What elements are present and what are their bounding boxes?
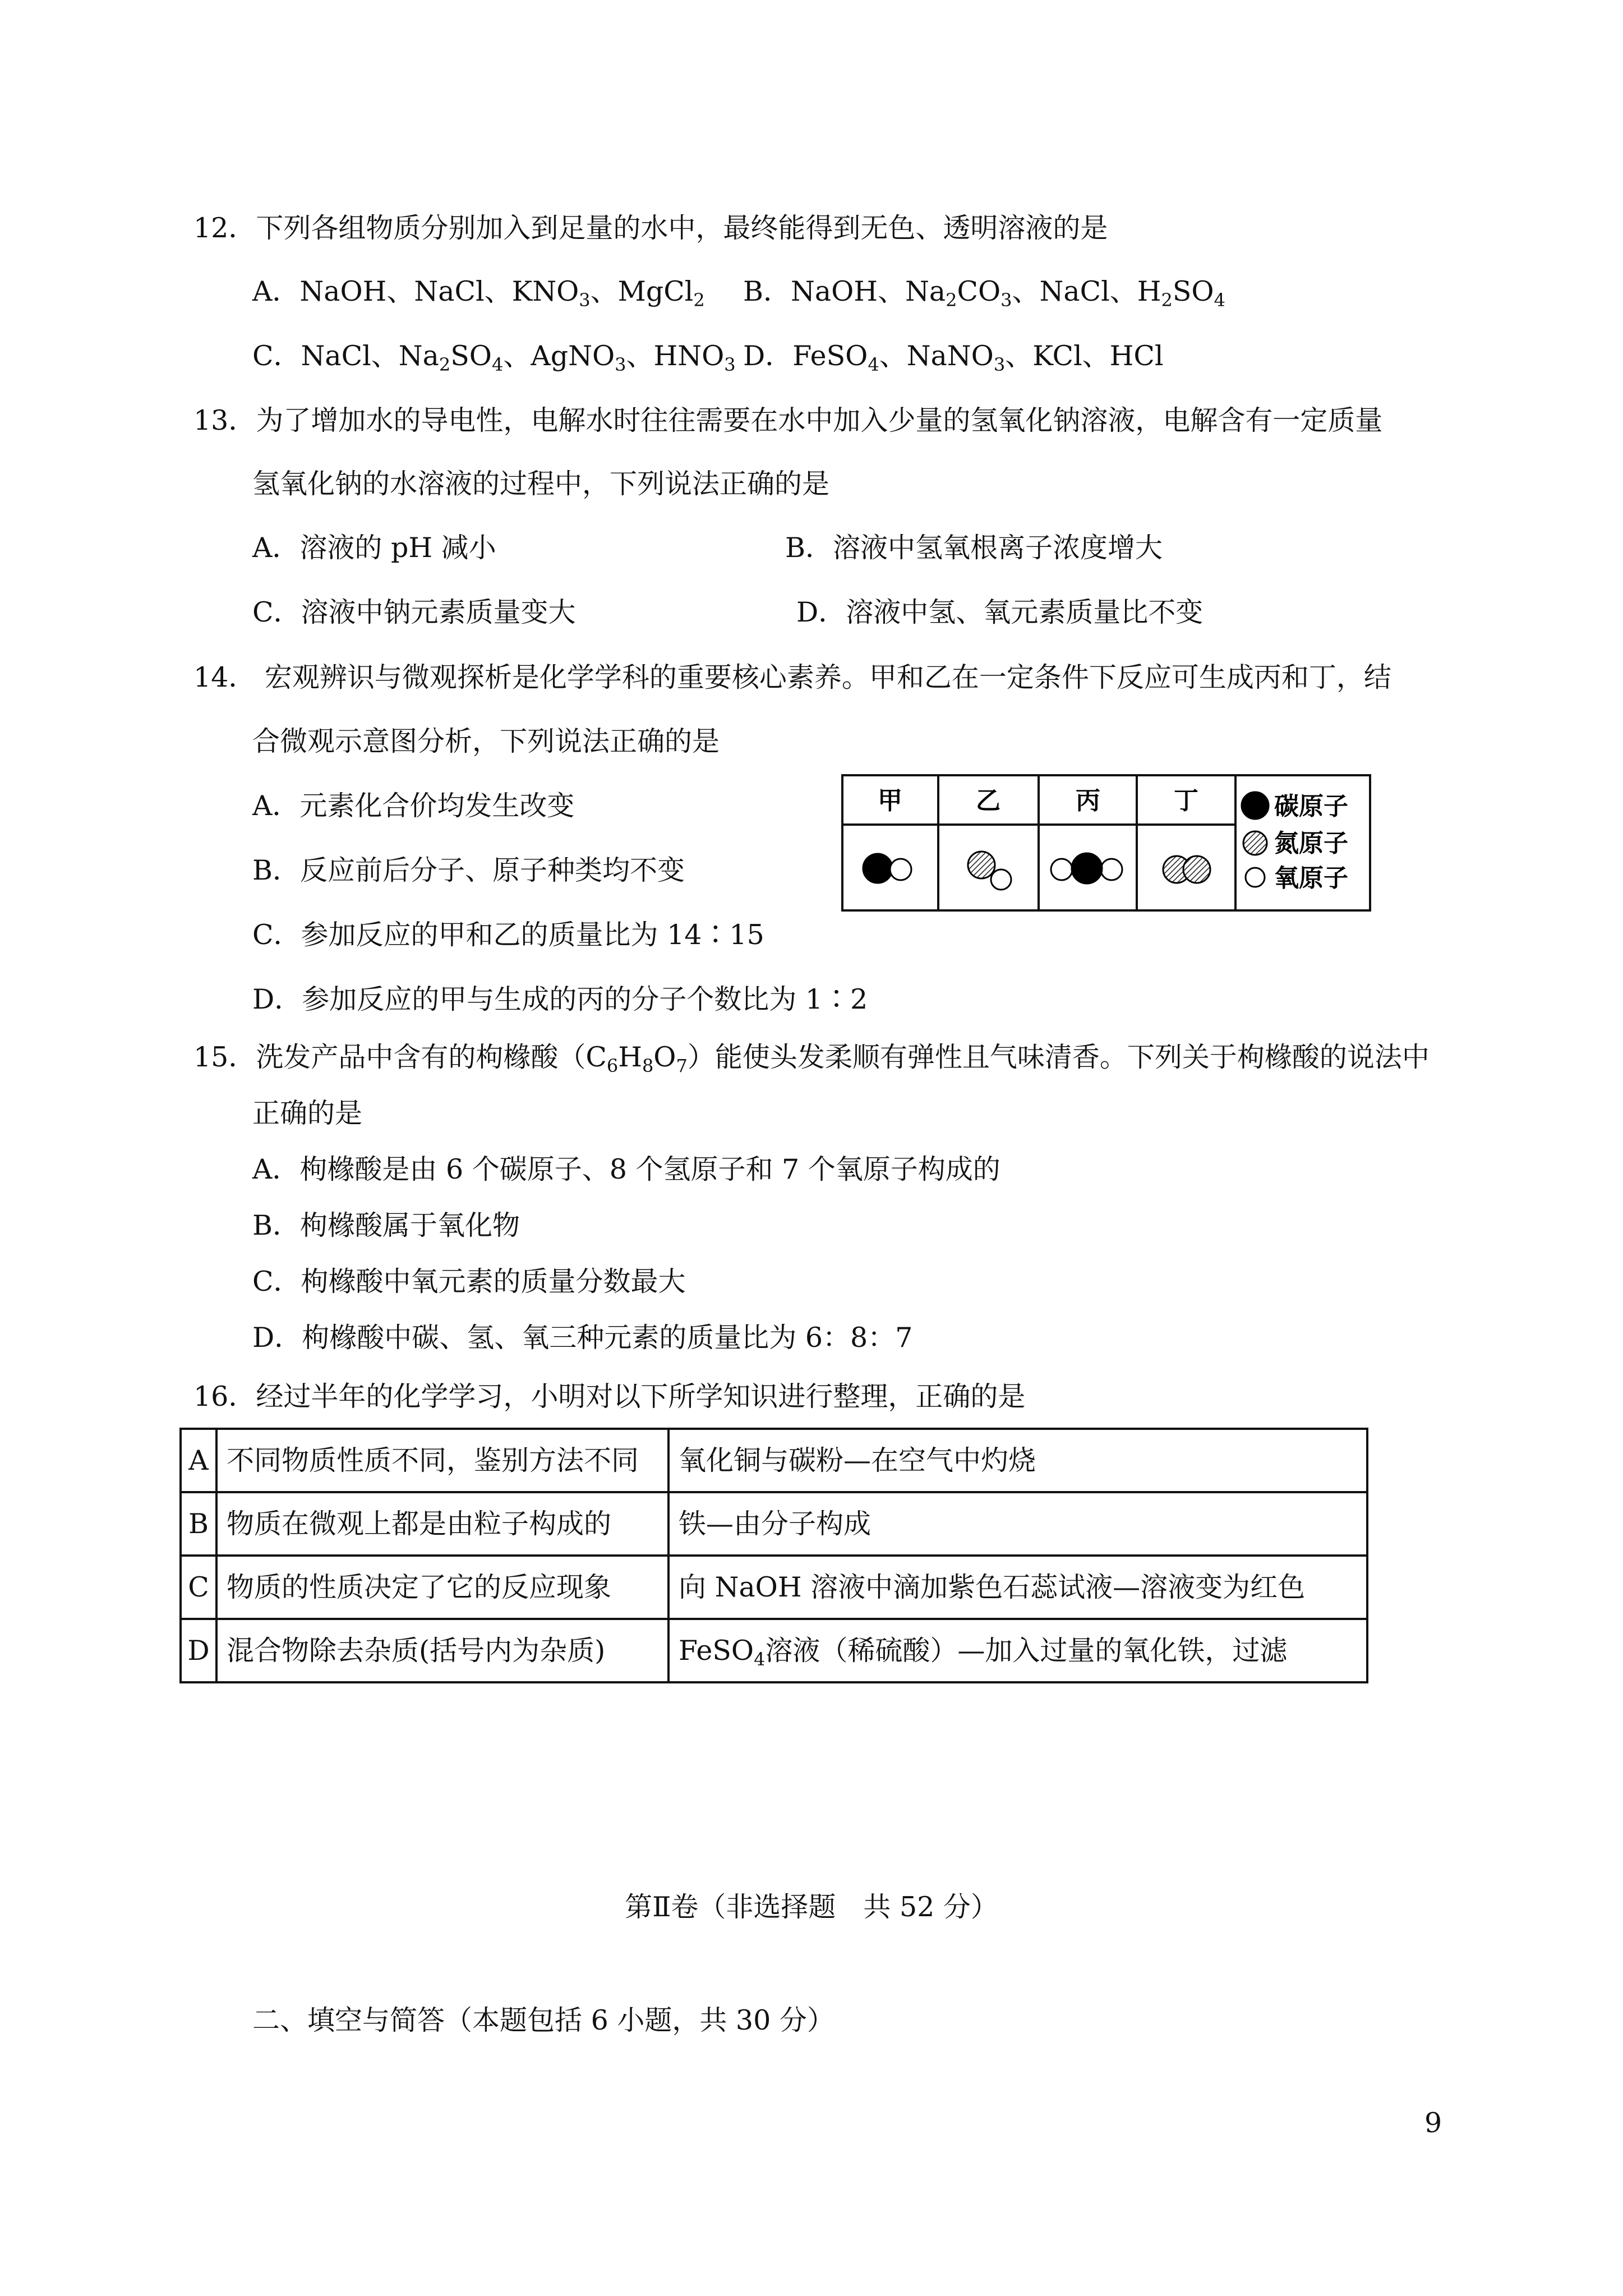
section2-title: 二、填空与简答（本题包括 6 小题，共 30 分） bbox=[252, 2004, 834, 2036]
q14-option-d: D．参加反应的甲与生成的丙的分子个数比为 1∶2 bbox=[252, 983, 868, 1015]
oxygen-atom bbox=[890, 859, 911, 880]
oxygen-legend-icon bbox=[1246, 868, 1265, 887]
carbon-legend-icon bbox=[1242, 792, 1269, 819]
q13-option-c: C．溶液中钠元素质量变大 bbox=[252, 596, 576, 628]
carbon-legend-label: 碳原子 bbox=[1274, 792, 1348, 821]
row-topic: 不同物质性质不同，鉴别方法不同 bbox=[216, 1429, 668, 1492]
nitrogen-atom bbox=[1183, 856, 1210, 883]
nitrogen-atom bbox=[968, 852, 995, 878]
knowledge-table bbox=[179, 1428, 1368, 1683]
q13-stem-line2: 氢氧化钠的水溶液的过程中，下列说法正确的是 bbox=[252, 468, 830, 500]
molecule-ding bbox=[1163, 856, 1210, 883]
row-label: C bbox=[181, 1556, 216, 1619]
nitrogen-legend-icon bbox=[1243, 831, 1267, 855]
q13-option-d: D．溶液中氢、氧元素质量比不变 bbox=[796, 596, 1204, 628]
oxygen-legend-label: 氧原子 bbox=[1274, 864, 1348, 892]
row-content: 氧化铜与碳粉—在空气中灼烧 bbox=[668, 1429, 1367, 1492]
molecule-diagram bbox=[841, 774, 1371, 912]
q13-option-a: A．溶液的 pH 减小 bbox=[252, 532, 496, 564]
molecule-bing bbox=[1051, 853, 1122, 884]
q14-option-b: B．反应前后分子、原子种类均不变 bbox=[252, 854, 685, 886]
q14-stem-line2: 合微观示意图分析，下列说法正确的是 bbox=[252, 725, 720, 757]
table-row bbox=[181, 1429, 1367, 1492]
q15-stem-line2: 正确的是 bbox=[252, 1097, 363, 1129]
row-content: 向 NaOH 溶液中滴加紫色石蕊试液—溶液变为红色 bbox=[668, 1556, 1367, 1619]
carbon-atom bbox=[1072, 853, 1102, 884]
q13-option-b: B．溶液中氢氧根离子浓度增大 bbox=[785, 532, 1163, 564]
q12-option-d: D．FeSO$_4$、NaNO$_3$、KCl、HCl bbox=[743, 340, 1164, 375]
oxygen-atom bbox=[1051, 859, 1072, 880]
q16-stem: 16．经过半年的化学学习，小明对以下所学知识进行整理，正确的是 bbox=[193, 1381, 1026, 1412]
nitrogen-legend-label: 氮原子 bbox=[1274, 829, 1348, 858]
q15-option-c: C．枸橼酸中氧元素的质量分数最大 bbox=[252, 1266, 686, 1297]
diagram-legend bbox=[1242, 792, 1348, 892]
part2-title: 第Ⅱ卷（非选择题 共 52 分） bbox=[625, 1891, 998, 1923]
page-number: 9 bbox=[1424, 2107, 1442, 2139]
header-ding: 丁 bbox=[1174, 786, 1198, 815]
row-label: A bbox=[181, 1429, 216, 1492]
oxygen-atom bbox=[1101, 859, 1122, 880]
q14-stem-line1: 14． 宏观辨识与微观探析是化学学科的重要核心素养。甲和乙在一定条件下反应可生成丙和丁，结 bbox=[193, 661, 1391, 693]
carbon-atom bbox=[863, 854, 892, 883]
q12-option-c: C．NaCl、$Na_2SO_4$、AgNO$_3$、$HNO_3$ bbox=[252, 340, 736, 375]
header-jia: 甲 bbox=[878, 786, 902, 815]
q12-option-a: A．NaOH、NaCl、$KNO_3$、MgCl$_2$ bbox=[252, 275, 705, 311]
row-topic: 混合物除去杂质(括号内为杂质) bbox=[216, 1619, 668, 1682]
molecule-yi bbox=[968, 852, 1011, 890]
q15-option-d: D．枸橼酸中碳、氢、氧三种元素的质量比为 6：8：7 bbox=[252, 1322, 913, 1354]
row-content: 铁—由分子构成 bbox=[668, 1492, 1367, 1556]
header-bing: 丙 bbox=[1076, 786, 1100, 815]
q15-stem-line1: 15．洗发产品中含有的枸橼酸$(C_6H_8O_7)$能使头发柔顺有弹性且气味清香。下列关于枸橼酸的说法中 bbox=[193, 1041, 1430, 1076]
q13-stem-line1: 13．为了增加水的导电性，电解水时往往需要在水中加入少量的氢氧化钠溶液，电解含有一定质量 bbox=[193, 404, 1383, 436]
table-row bbox=[181, 1492, 1367, 1556]
row-label: D bbox=[181, 1619, 216, 1682]
header-yi: 乙 bbox=[976, 786, 1000, 815]
q14-option-c: C．参加反应的甲和乙的质量比为 14∶15 bbox=[252, 919, 764, 951]
row-topic: 物质在微观上都是由粒子构成的 bbox=[216, 1492, 668, 1556]
q15-option-a: A．枸橼酸是由 6 个碳原子、8 个氢原子和 7 个氧原子构成的 bbox=[252, 1153, 1000, 1185]
q14-option-a: A．元素化合价均发生改变 bbox=[252, 790, 575, 822]
oxygen-atom bbox=[991, 869, 1011, 890]
table-row bbox=[181, 1556, 1367, 1619]
q12-option-b: B．NaOH、$Na_2CO_3$、NaCl、$H_2SO_4$ bbox=[743, 275, 1225, 311]
row-topic: 物质的性质决定了它的反应现象 bbox=[216, 1556, 668, 1619]
q12-stem: 12．下列各组物质分别加入到足量的水中，最终能得到无色、透明溶液的是 bbox=[193, 212, 1108, 244]
q15-option-b: B．枸橼酸属于氧化物 bbox=[252, 1209, 520, 1241]
table-row bbox=[181, 1619, 1367, 1682]
row-label: B bbox=[181, 1492, 216, 1556]
molecule-jia bbox=[863, 854, 911, 883]
row-content: FeSO$_4$溶液（稀硫酸）—加入过量的氧化铁，过滤 bbox=[668, 1619, 1367, 1682]
